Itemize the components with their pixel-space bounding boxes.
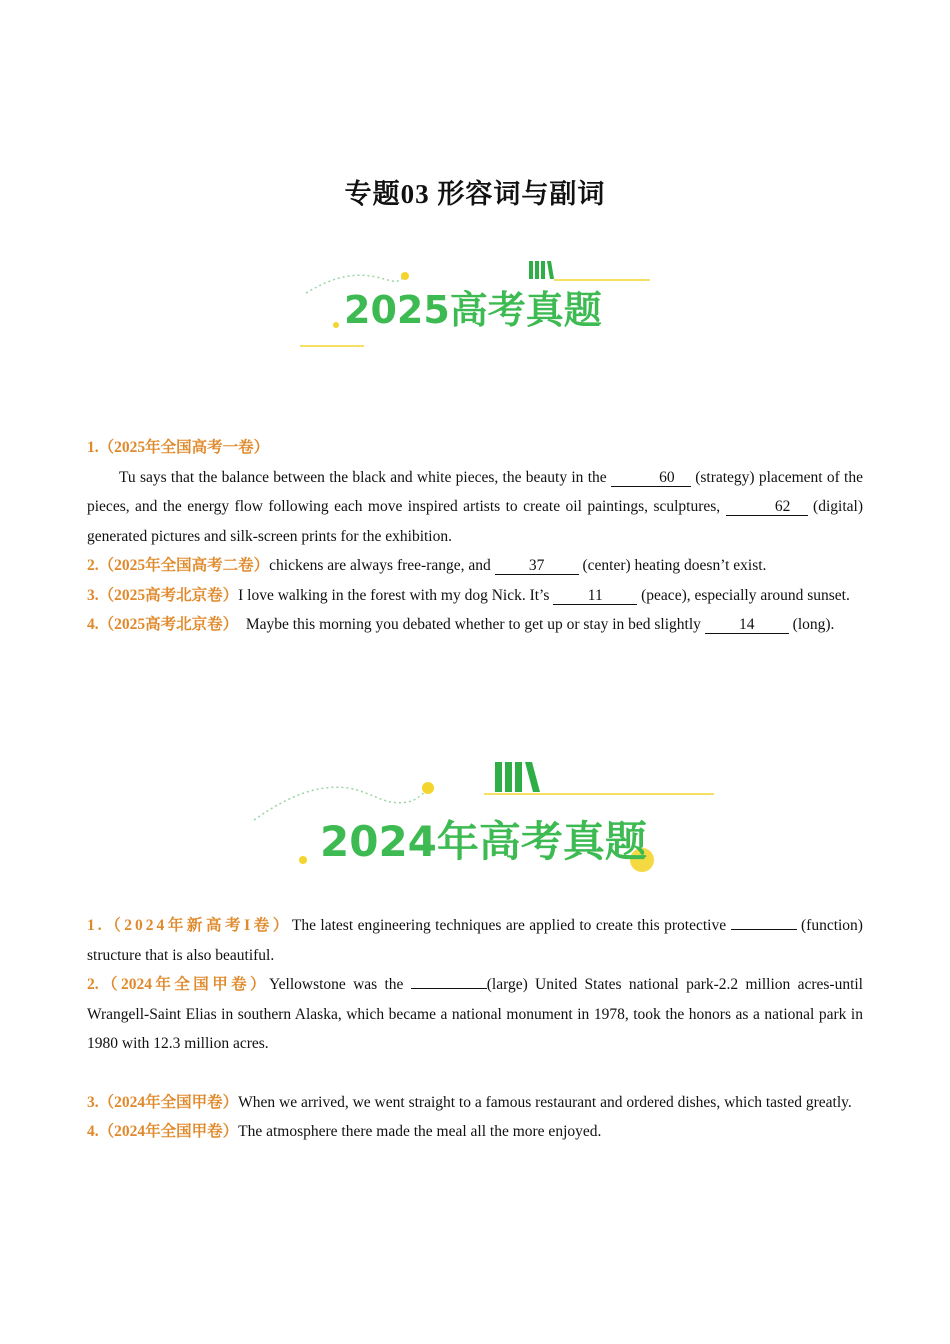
question-2025-1-body [87, 463, 863, 552]
page-title: 专题03 形容词与副词 [344, 179, 606, 209]
question-2024-4 [87, 1117, 863, 1147]
question-label: 2.（2024年全国甲卷） [87, 976, 269, 993]
banner-2025 [296, 255, 656, 351]
section-2024 [87, 911, 863, 1147]
answer-blank: 11 [553, 587, 637, 605]
question-2025-2 [87, 551, 863, 581]
question-text: (function) structure that is also beautiful. [87, 917, 863, 964]
book-icon [495, 762, 502, 792]
banner-2025-graphic [296, 255, 656, 351]
question-2024-1 [87, 911, 863, 970]
yellow-dot-decoration [333, 322, 339, 328]
answer-blank: 37 [495, 557, 579, 575]
question-text: (center) heating doesn’t exist. [578, 557, 767, 574]
question-2025-1 [87, 433, 863, 463]
banner-2024-text: 2024年高考真题 [320, 817, 647, 866]
question-2024-3 [87, 1088, 863, 1118]
book-icon [547, 261, 554, 279]
question-text: Tu says that the balance between the black and white pieces, the beauty in the [119, 468, 611, 486]
answer-blank [411, 988, 487, 989]
question-text: (digital) generated pictures and silk-screen prints for the exhibition. [87, 498, 863, 545]
yellow-dot-decoration [299, 856, 307, 864]
yellow-dot-decoration [422, 782, 434, 794]
question-label: 3.（2025高考北京卷） [87, 586, 239, 604]
answer-blank: 60 [611, 469, 691, 487]
section-2025 [87, 433, 863, 640]
book-icon [505, 762, 512, 792]
book-icon [529, 261, 533, 279]
question-text: The latest engineering techniques are applied to create this protective [291, 917, 731, 934]
question-text: Yellowstone was the [268, 976, 411, 993]
dotted-curve-decoration [254, 787, 428, 820]
question-label: 1.（2025年全国高考一卷） [87, 439, 270, 456]
question-text: (large) United States national park-2.2 million acres-until Wrangell-Saint Elias in southern Alaska, which became a national monument in 1978, took the honors as a national park in 1980 with 12.3 million acres. [87, 976, 863, 1052]
answer-blank [731, 929, 797, 930]
banner-2024 [248, 756, 718, 884]
yellow-dot-decoration [401, 272, 409, 280]
spacer [87, 1059, 863, 1088]
banner-2024-graphic [248, 756, 718, 884]
question-label: 2.（2025年全国高考二卷） [87, 557, 270, 574]
question-2024-2 [87, 970, 863, 1059]
book-icon [515, 762, 522, 792]
question-text: chickens are always free-range, and [269, 557, 495, 574]
question-text: (strategy) placement of the pieces, and the energy flow following each move inspired artists to create oil paintings, sculptures, [87, 468, 863, 515]
answer-blank: 14 [705, 616, 789, 634]
question-text: I love walking in the forest with my dog Nick. It’s [238, 586, 554, 604]
question-label: 4.（2025高考北京卷） [87, 616, 239, 633]
question-text: The atmosphere there made the meal all the more enjoyed. [238, 1123, 602, 1140]
book-icon [535, 261, 539, 279]
question-text: (long). [788, 616, 835, 633]
question-text: When we arrived, we went straight to a famous restaurant and ordered dishes, which tasted greatly. [238, 1093, 852, 1111]
book-icon [541, 261, 545, 279]
question-label: 1.（2024年新高考I卷） [87, 917, 292, 934]
answer-blank: 62 [726, 498, 808, 516]
question-label: 4.（2024年全国甲卷） [87, 1123, 239, 1140]
question-label: 3.（2024年全国甲卷） [87, 1093, 239, 1111]
book-icon [525, 762, 540, 792]
question-text: (peace), especially around sunset. [637, 586, 850, 604]
question-2025-4 [87, 610, 863, 640]
question-2025-3 [87, 581, 863, 611]
banner-2025-text: 2025高考真题 [344, 288, 602, 332]
question-text: Maybe this morning you debated whether to get up or stay in bed slightly [238, 616, 705, 633]
